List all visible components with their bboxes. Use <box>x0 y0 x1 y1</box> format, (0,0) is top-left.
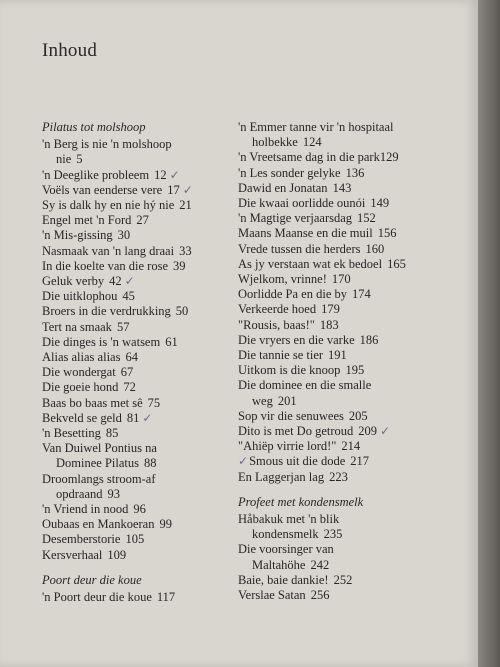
toc-entry-title: Oubaas en Mankoeran <box>42 517 155 532</box>
toc-entry <box>238 242 468 257</box>
toc-entry <box>238 573 468 588</box>
toc-entry-title: Die dominee en die smalle <box>238 378 372 393</box>
toc-entry-title: Die kwaai oorlidde ounói <box>238 196 366 211</box>
toc-entry <box>42 198 232 213</box>
toc-entry-title: Die uitklophou <box>42 289 118 304</box>
toc-entry <box>238 150 468 165</box>
toc-entry-title: Die wondergat <box>42 365 116 380</box>
toc-list-right-2 <box>238 512 468 603</box>
toc-entry <box>238 527 468 542</box>
toc-entry <box>42 411 232 426</box>
toc-entry-title: holbekke <box>252 135 298 150</box>
toc-entry <box>42 259 232 274</box>
toc-entry-title: Wjelkom, vrinne! <box>238 272 327 287</box>
toc-page-number: 109 <box>107 547 127 562</box>
toc-page-number: 143 <box>332 180 352 195</box>
toc-entry-title: As jy verstaan wat ek bedoel <box>238 256 383 271</box>
toc-entry-title: 'n Besetting <box>42 426 101 441</box>
toc-page-number: 67 <box>120 365 134 380</box>
toc-entry <box>238 272 468 287</box>
toc-entry-title: Bekveld se geld <box>42 410 122 425</box>
toc-entry-title: Vrede tussen die herders <box>238 241 361 256</box>
toc-entry <box>238 181 468 196</box>
toc-entry <box>238 470 468 485</box>
toc-entry-title: 'n Vriend in nood <box>42 502 129 517</box>
toc-page-number: 209 <box>358 424 378 439</box>
toc-page-number: 156 <box>377 226 397 241</box>
toc-entry-title: 'n Vreetsame dag in die park <box>238 150 380 165</box>
toc-entry <box>42 304 232 319</box>
toc-page-number: 21 <box>179 198 192 213</box>
toc-entry-title: 'n Poort deur die koue <box>42 590 152 605</box>
toc-page-number: 191 <box>328 348 347 363</box>
toc-entry-title: 'n Deeglike probleem <box>42 167 150 182</box>
toc-entry <box>238 135 468 150</box>
toc-entry-title: Kersverhaal <box>42 547 103 562</box>
toc-entry <box>238 588 468 603</box>
check-mark-icon: ✓ <box>124 274 135 289</box>
toc-entry <box>42 168 232 183</box>
toc-page-number: 174 <box>352 287 371 302</box>
toc-list-left-2 <box>42 590 232 605</box>
toc-page-number: 61 <box>165 334 178 349</box>
toc-page-number: 99 <box>159 517 172 532</box>
toc-page-number: 235 <box>323 527 343 542</box>
toc-entry-title: weg <box>252 393 273 408</box>
toc-page-number: 45 <box>122 289 135 304</box>
section-heading: Profeet met kondensmelk <box>238 494 364 509</box>
toc-entry <box>42 532 232 547</box>
toc-entry-title: 'n Berg is nie 'n molshoop <box>42 137 172 152</box>
toc-page-number: 152 <box>357 211 376 226</box>
page-title: Inhoud <box>42 40 98 61</box>
toc-entry <box>42 183 232 198</box>
toc-entry-title: 'n Mis-gissing <box>42 228 113 243</box>
toc-page-number: 223 <box>329 469 348 484</box>
toc-page-number: 72 <box>123 380 136 395</box>
toc-entry-title: Die goeie hond <box>42 380 119 395</box>
toc-page-number: 81 <box>126 410 140 425</box>
toc-entry-title: Alias alias alias <box>42 350 121 365</box>
toc-page-number: 256 <box>310 588 330 603</box>
toc-entry <box>42 244 232 259</box>
toc-page-number: 12 <box>154 167 167 182</box>
toc-page-number: 30 <box>117 228 131 243</box>
toc-entry <box>42 441 232 456</box>
toc-entry <box>238 409 468 424</box>
toc-entry <box>42 152 232 167</box>
toc-entry-title: Broers in die verdrukking <box>42 304 171 319</box>
toc-entry-title: Oorlidde Pa en die by <box>238 287 348 302</box>
toc-page-number: 96 <box>133 502 146 517</box>
toc-page-number: 5 <box>76 152 83 167</box>
check-mark-icon: ✓ <box>142 410 153 425</box>
toc-entry <box>42 274 232 289</box>
toc-page-number: 85 <box>105 426 119 441</box>
toc-entry-title: Die dinges is 'n watsem <box>42 334 161 349</box>
toc-entry-title: Dawid en Jonatan <box>238 180 328 195</box>
toc-left-column <box>42 120 232 605</box>
check-mark-icon: ✓ <box>169 167 180 182</box>
toc-entry-title: In die koelte van die rose <box>42 258 168 273</box>
toc-entry <box>42 472 232 487</box>
toc-entry-title: nie <box>56 152 72 167</box>
toc-entry-title: Håbakuk met 'n blik <box>238 512 340 527</box>
toc-entry <box>42 456 232 471</box>
toc-entry <box>42 320 232 335</box>
toc-entry <box>238 348 468 363</box>
toc-entry-title: opdraand <box>56 486 103 501</box>
toc-page-number: 136 <box>345 165 365 180</box>
toc-page-number: 42 <box>109 274 122 289</box>
toc-entry <box>238 211 468 226</box>
toc-entry-title: Maans Maanse en die muil <box>238 226 373 241</box>
toc-entry-title: Tert na smaak <box>42 319 112 334</box>
toc-entry <box>42 335 232 350</box>
toc-entry <box>42 396 232 411</box>
toc-page-number: 75 <box>147 395 161 410</box>
toc-entry <box>42 487 232 502</box>
toc-entry-title: Dito is met Do getroud <box>238 424 354 439</box>
toc-entry <box>42 590 232 605</box>
section-heading: Poort deur die koue <box>42 572 142 587</box>
toc-page-number: 179 <box>321 302 340 317</box>
toc-entry <box>42 228 232 243</box>
toc-entry-title: 'n Les sonder gelyke <box>238 165 341 180</box>
toc-list-right <box>238 120 468 485</box>
toc-entry-title: 'n Magtige verjaarsdag <box>238 211 353 226</box>
toc-entry-title: Die vryers en die varke <box>238 332 355 347</box>
toc-entry <box>238 363 468 378</box>
toc-entry <box>42 502 232 517</box>
toc-entry <box>238 542 468 557</box>
toc-page-number: 33 <box>179 243 192 258</box>
toc-page-number: 195 <box>345 363 365 378</box>
toc-page-number: 165 <box>387 256 406 271</box>
toc-entry <box>238 287 468 302</box>
toc-entry <box>42 137 232 152</box>
toc-entry <box>238 166 468 181</box>
toc-page-number: 105 <box>125 532 145 547</box>
toc-entry <box>238 454 468 469</box>
toc-entry <box>42 426 232 441</box>
toc-page-number: 217 <box>350 454 369 469</box>
toc-page-number: 50 <box>175 304 189 319</box>
toc-page-number: 201 <box>277 393 297 408</box>
toc-entry <box>238 378 468 393</box>
toc-entry <box>238 333 468 348</box>
toc-page-number: 183 <box>319 317 339 332</box>
toc-entry-title: Droomlangs stroom-af <box>42 471 156 486</box>
toc-entry-title: Van Duiwel Pontius na <box>42 441 157 456</box>
toc-entry-title: Baie, baie dankie! <box>238 572 329 587</box>
toc-entry-title: Die voorsinger van <box>238 542 334 557</box>
check-mark-icon: ✓ <box>380 424 391 439</box>
toc-entry <box>238 512 468 527</box>
toc-entry <box>238 424 468 439</box>
toc-entry-title: Smous uit die dode <box>249 454 346 469</box>
toc-entry-title: Engel met 'n Ford <box>42 213 132 228</box>
toc-page-number: 205 <box>348 408 368 423</box>
toc-page-number: 170 <box>331 272 351 287</box>
toc-entry <box>42 548 232 563</box>
toc-page-number: 64 <box>125 350 138 365</box>
toc-entry-title: 'n Emmer tanne vir 'n hospitaal <box>238 120 394 134</box>
toc-entry-title: Maltahöhe <box>252 557 306 572</box>
toc-entry <box>42 350 232 365</box>
toc-entry <box>238 196 468 211</box>
book-spine <box>478 0 500 667</box>
toc-entry-title: Sop vir die senuwees <box>238 408 344 423</box>
toc-entry-title: Geluk verby <box>42 274 105 289</box>
toc-page-number: 252 <box>333 572 353 587</box>
toc-entry-title: "Ahiëp virrie lord!" <box>238 439 337 454</box>
toc-entry-title: Verslae Satan <box>238 588 306 603</box>
toc-entry <box>238 302 468 317</box>
toc-page-number: 124 <box>302 135 322 150</box>
toc-page-number: 160 <box>365 241 385 256</box>
toc-entry-title: Dominee Pilatus <box>56 456 139 471</box>
toc-entry-title: Nasmaak van 'n lang draai <box>42 243 175 258</box>
toc-page-number: 88 <box>143 456 157 471</box>
toc-page-number: 117 <box>156 590 176 605</box>
check-mark-icon: ✓ <box>182 182 193 197</box>
toc-entry-title: Uitkom is die knoop <box>238 363 341 378</box>
toc-entry <box>42 289 232 304</box>
toc-entry <box>238 226 468 241</box>
toc-entry <box>238 394 468 409</box>
toc-entry-title: Baas bo baas met sê <box>42 395 143 410</box>
toc-page-number: 186 <box>359 332 379 347</box>
check-mark-icon: ✓ <box>238 454 249 469</box>
toc-entry <box>238 120 468 135</box>
section-heading: Pilatus tot molshoop <box>42 120 146 134</box>
toc-page-number: 27 <box>136 213 149 228</box>
toc-page-number: 39 <box>173 258 186 273</box>
toc-entry-title: Desemberstorie <box>42 532 121 547</box>
toc-page-number: 57 <box>116 319 130 334</box>
toc-page-number: 17 <box>167 182 180 197</box>
toc-entry <box>238 558 468 573</box>
toc-page-number: 149 <box>370 196 390 211</box>
toc-entry <box>238 318 468 333</box>
toc-entry-title: Die tannie se tier <box>238 348 324 363</box>
toc-entry <box>42 365 232 380</box>
toc-entry <box>238 257 468 272</box>
toc-page-number: 242 <box>310 557 330 572</box>
toc-page-number: 129 <box>379 150 399 165</box>
toc-entry-title: Voëls van eenderse vere <box>42 182 163 197</box>
toc-list-left <box>42 137 232 563</box>
toc-page-number: 214 <box>341 439 361 454</box>
toc-entry <box>42 380 232 395</box>
toc-page-number: 93 <box>107 486 121 501</box>
toc-entry-title: kondensmelk <box>252 527 319 542</box>
toc-entry <box>42 517 232 532</box>
toc-entry <box>42 213 232 228</box>
toc-entry-title: "Rousis, baas!" <box>238 317 315 332</box>
toc-entry <box>238 439 468 454</box>
toc-entry-title: En Laggerjan lag <box>238 469 325 484</box>
toc-right-column <box>238 120 468 603</box>
toc-entry-title: Sy is dalk hy en nie hý nie <box>42 198 175 213</box>
toc-entry-title: Verkeerde hoed <box>238 302 317 317</box>
